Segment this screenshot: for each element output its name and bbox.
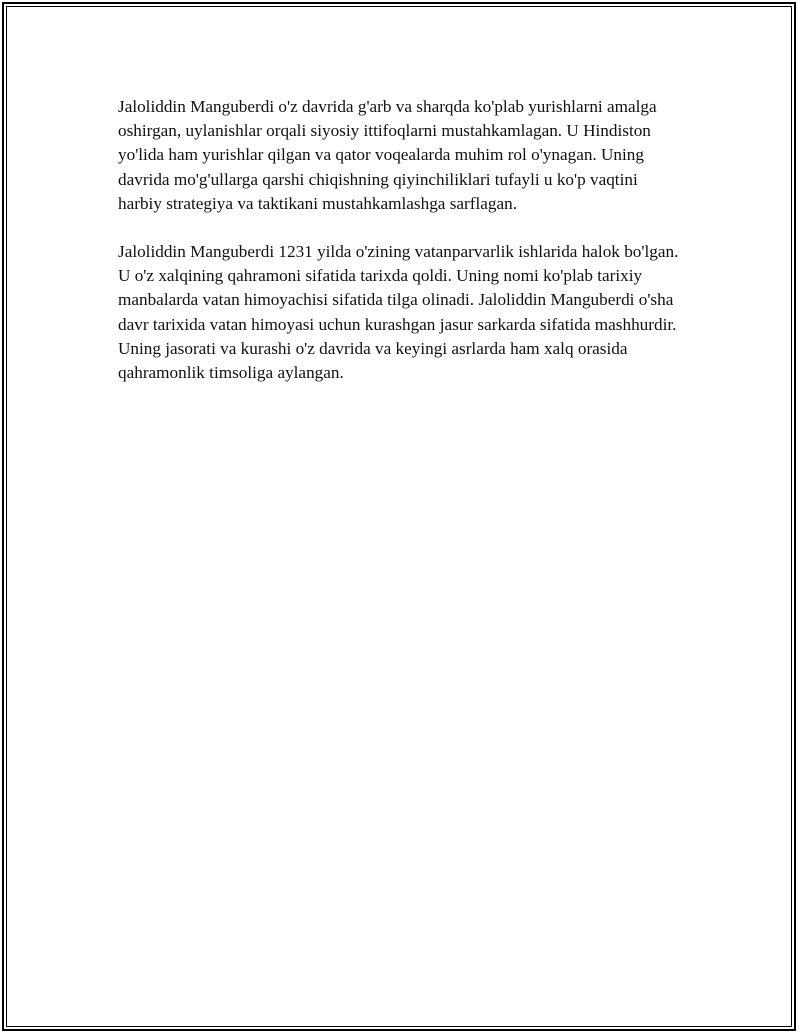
paragraph-1: Jaloliddin Manguberdi o'z davrida g'arb va sharqda ko'plab yurishlarni amalga oshirgan, uylanishlar orqali siyosiy ittifoqlarni mustahkamlagan. U Hindiston yo'lida ham yurishlar qilgan va qator voqealarda muhim rol o'ynagan. Uning davrida mo'g'ullarga qarshi chiqishning qiyinchiliklari tufayli u ko'p vaqtini harbiy strategiya va taktikani mustahkamlashga sarflagan. [118, 97, 657, 213]
paragraph-2: Jaloliddin Manguberdi 1231 yilda o'zining vatanparvarlik ishlarida halok bo'lgan. U o'z xalqining qahramoni sifatida tarixda qoldi. Uning nomi ko'plab tarixiy manbalarda vatan himoyachisi sifatida tilga olinadi. Jaloliddin Manguberdi o'sha davr tarixida vatan himoyasi uchun kurashgan jasur sarkarda sifatida mashhurdir. Uning jasorati va kurashi o'z davrida va keyingi asrlarda ham xalq orasida qahramonlik timsoliga aylangan. [118, 242, 679, 383]
page-border [2, 2, 796, 1031]
document-body [118, 95, 684, 409]
